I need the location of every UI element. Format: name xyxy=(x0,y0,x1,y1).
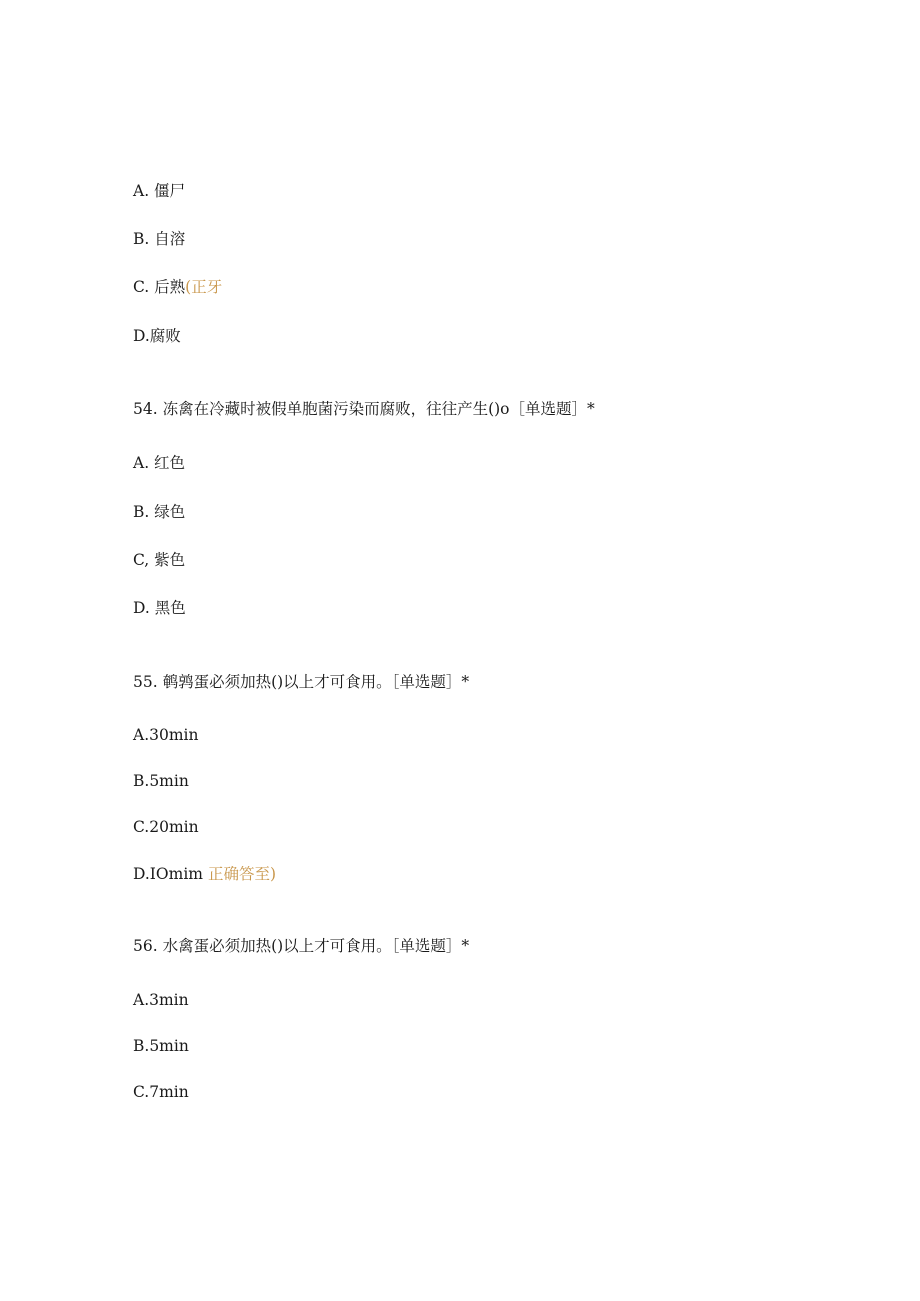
option-text: B.5min xyxy=(133,772,189,790)
option-q53-c xyxy=(133,277,222,297)
option-q56-a xyxy=(133,990,189,1010)
option-q55-a xyxy=(133,725,198,745)
option-q54-d xyxy=(133,598,186,618)
option-q56-c xyxy=(133,1082,189,1102)
correct-answer-mark: (正牙 xyxy=(185,278,223,296)
option-text: C.20min xyxy=(133,818,199,836)
option-text: B. 自溶 xyxy=(133,230,186,248)
option-text: C. 后熟 xyxy=(133,278,186,296)
option-text: D.腐败 xyxy=(133,327,181,345)
correct-answer-mark: 正确答至) xyxy=(207,865,276,883)
question-54 xyxy=(133,399,595,419)
question-text: 55. 鹌鹑蛋必须加热()以上才可食用。［单选题］* xyxy=(133,673,470,691)
option-q53-b xyxy=(133,229,185,249)
option-q54-a xyxy=(133,453,185,473)
question-55 xyxy=(133,672,469,692)
question-text: 56. 水禽蛋必须加热()以上才可食用。［单选题］* xyxy=(133,937,470,955)
question-text: 54. 冻禽在冷藏时被假单胞菌污染而腐败，往往产生()o［单选题］* xyxy=(133,400,595,418)
option-q55-c xyxy=(133,817,199,837)
option-q54-b xyxy=(133,502,185,522)
option-text: A. 僵尸 xyxy=(133,182,186,200)
option-text: D.IOmim xyxy=(133,865,203,883)
option-q55-b xyxy=(133,771,189,791)
option-text: B.5min xyxy=(133,1037,189,1055)
option-text: C.7min xyxy=(133,1083,189,1101)
option-q54-c xyxy=(133,550,185,570)
option-q56-b xyxy=(133,1036,189,1056)
option-text: A.3min xyxy=(133,991,189,1009)
option-q53-a xyxy=(133,181,185,201)
option-text: D. 黑色 xyxy=(133,599,186,617)
option-text: A.30min xyxy=(133,726,199,744)
option-text: A. 红色 xyxy=(133,454,186,472)
question-56 xyxy=(133,936,469,956)
option-text: B. 绿色 xyxy=(133,503,186,521)
option-text: C, 紫色 xyxy=(133,551,186,569)
option-q53-d xyxy=(133,326,181,346)
option-q55-d xyxy=(133,864,276,884)
